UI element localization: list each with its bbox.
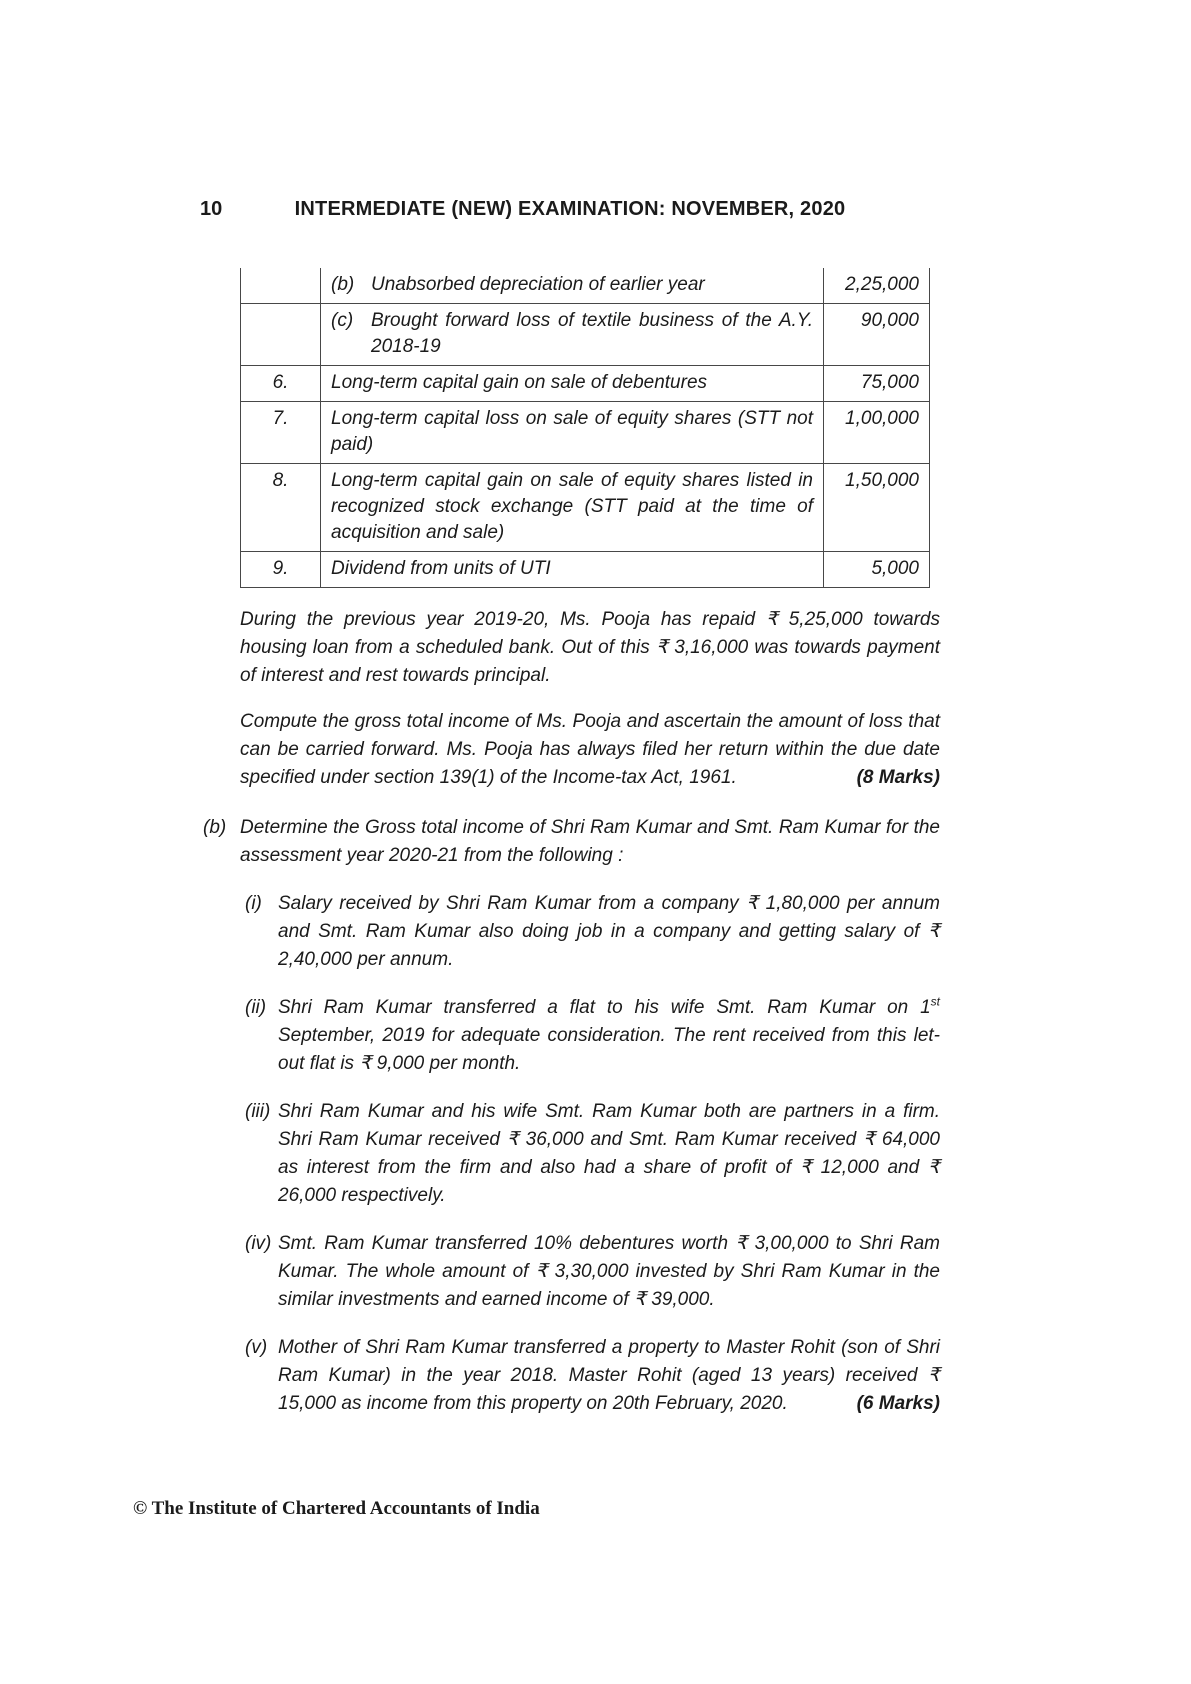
- row-number-cell: 7.: [241, 402, 321, 464]
- row-text-cell: [321, 304, 824, 366]
- copyright-footer: © The Institute of Chartered Accountants of India: [133, 1498, 540, 1519]
- marks-badge: (6 Marks): [847, 1390, 940, 1418]
- row-number-cell: 9.: [241, 552, 321, 588]
- item-text: [278, 994, 940, 1078]
- row-text: Unabsorbed depreciation of earlier year: [371, 274, 705, 295]
- table-row: [241, 304, 930, 366]
- row-number-cell: 6.: [241, 366, 321, 402]
- part-b-label: (b): [203, 817, 227, 838]
- row-number-cell: [241, 268, 321, 304]
- table-row: [241, 552, 930, 588]
- item-label: (ii): [245, 997, 267, 1018]
- row-text: Brought forward loss of textile business of the A.Y. 2018-19: [371, 310, 813, 357]
- row-amount-cell: 2,25,000: [824, 268, 930, 304]
- part-b-intro: Determine the Gross total income of Shri Ram Kumar and Smt. Ram Kumar for the assessment year 2020-21 from the following :: [240, 817, 940, 866]
- question-part-b: [203, 814, 940, 1418]
- item-text: Shri Ram Kumar and his wife Smt. Ram Kumar both are partners in a firm. Shri Ram Kumar received ₹ 36,000 and Smt. Ram Kumar received ₹ 64,000 as interest from the firm and also had a share of profit of ₹ 12,000 and ₹ 26,000 respectively.: [278, 1101, 940, 1206]
- row-amount-cell: 90,000: [824, 304, 930, 366]
- item-label: (iv): [245, 1233, 272, 1254]
- list-item: [240, 994, 940, 1078]
- row-amount-cell: 1,00,000: [824, 402, 930, 464]
- table-row: [241, 268, 930, 304]
- row-amount-cell: 5,000: [824, 552, 930, 588]
- row-text-cell: Dividend from units of UTI: [321, 552, 824, 588]
- row-amount-cell: 75,000: [824, 366, 930, 402]
- item-text-content: Mother of Shri Ram Kumar transferred a property to Master Rohit (son of Shri Ram Kumar) in the year 2018. Master Rohit (aged 13 years) received ₹ 15,000 as income from this property on 20th February, 2020.: [278, 1337, 940, 1414]
- paragraph-housing-loan: During the previous year 2019-20, Ms. Pooja has repaid ₹ 5,25,000 towards housing loan from a scheduled bank. Out of this ₹ 3,16,000 was towards payment of interest and rest towards principal.: [240, 609, 940, 686]
- part-b-body: [240, 814, 940, 1418]
- content-column: [203, 268, 940, 1418]
- item-text-before: Shri Ram Kumar transferred a flat to his wife Smt. Ram Kumar on 1: [278, 997, 931, 1018]
- row-sub-label: (b): [331, 274, 355, 295]
- row-number-cell: [241, 304, 321, 366]
- item-label: (iii): [245, 1101, 271, 1122]
- list-item: [240, 1334, 940, 1418]
- marks-badge: (8 Marks): [847, 764, 940, 792]
- item-label: (v): [245, 1337, 268, 1358]
- item-label: (i): [245, 893, 262, 914]
- row-number-cell: 8.: [241, 464, 321, 552]
- row-text-cell: Long-term capital loss on sale of equity shares (STT not paid): [321, 402, 824, 464]
- item-text: Salary received by Shri Ram Kumar from a company ₹ 1,80,000 per annum and Smt. Ram Kumar also doing job in a company and getting salary of ₹ 2,40,000 per annum.: [278, 893, 940, 970]
- paragraph-compute-instruction: [240, 708, 940, 792]
- list-item: [240, 1230, 940, 1314]
- row-amount-cell: 1,50,000: [824, 464, 930, 552]
- row-text-cell: Long-term capital gain on sale of equity shares listed in recognized stock exchange (STT paid at the time of acquisition and sale): [321, 464, 824, 552]
- paragraph-text: Compute the gross total income of Ms. Pooja and ascertain the amount of loss that can be carried forward. Ms. Pooja has always filed her return within the due date specified under section 139(1) of the Income-tax Act, 1961.: [240, 711, 940, 788]
- list-item: [240, 1098, 940, 1210]
- income-items-table: [240, 268, 930, 588]
- row-sub-label: (c): [331, 310, 354, 331]
- item-text: [278, 1334, 940, 1418]
- list-item: [240, 890, 940, 974]
- page-number: 10: [200, 198, 223, 220]
- item-text-after: September, 2019 for adequate consideration. The rent received from this let-out flat is ₹ 9,000 per month.: [278, 1025, 940, 1074]
- table-row: [241, 402, 930, 464]
- ordinal-superscript: st: [930, 994, 940, 1009]
- page-title: INTERMEDIATE (NEW) EXAMINATION: NOVEMBER, 2020: [294, 198, 846, 220]
- item-text: Smt. Ram Kumar transferred 10% debentures worth ₹ 3,00,000 to Shri Ram Kumar. The whole amount of ₹ 3,30,000 invested by Shri Ram Kumar in the similar investments and earned income of ₹ 39,000.: [278, 1233, 940, 1310]
- table-row: [241, 366, 930, 402]
- row-text-cell: [321, 268, 824, 304]
- page-header: [200, 198, 940, 221]
- table-row: [241, 464, 930, 552]
- row-text-cell: Long-term capital gain on sale of debentures: [321, 366, 824, 402]
